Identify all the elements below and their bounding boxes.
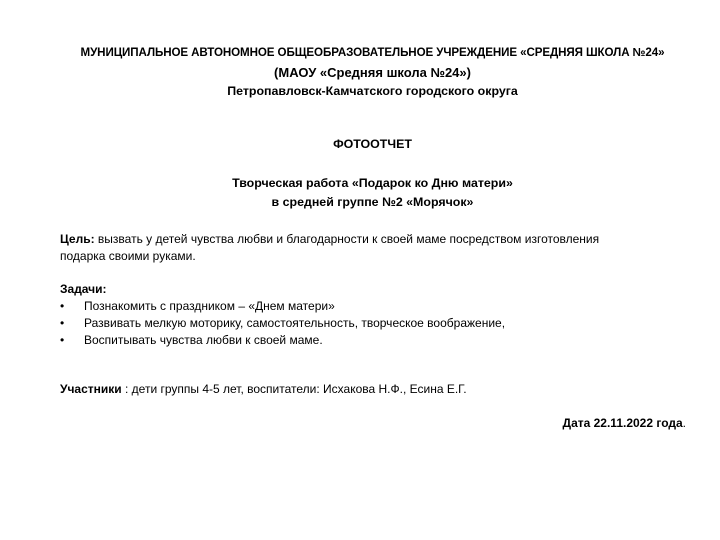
bullet-icon: • — [60, 333, 65, 347]
report-title: ФОТООТЧЕТ — [333, 137, 412, 151]
goal-text: вызвать у детей чувства любви и благодарности к своей маме посредством изготовления — [94, 232, 600, 246]
report-date — [563, 416, 686, 430]
participants-paragraph — [60, 381, 467, 398]
tasks-list — [60, 298, 505, 349]
work-title-line2: в средней группе №2 «Морячок» — [271, 195, 474, 209]
task-text: Воспитывать чувства любви к своей маме. — [84, 333, 323, 347]
participants-label: Участники — [60, 382, 122, 396]
tasks-label: Задачи: — [60, 282, 107, 296]
task-item — [60, 332, 505, 349]
institution-abbreviation: (МАОУ «Средняя школа №24») — [274, 65, 471, 80]
task-text: Познакомить с праздником – «Днем матери» — [84, 299, 335, 313]
date-period: . — [682, 416, 686, 430]
institution-name: МУНИЦИПАЛЬНОЕ АВТОНОМНОЕ ОБЩЕОБРАЗОВАТЕЛЬНОЕ УЧРЕЖДЕНИЕ «СРЕДНЯЯ ШКОЛА №24» — [80, 46, 665, 59]
task-text: Развивать мелкую моторику, самостоятельность, творческое воображение, — [84, 316, 506, 330]
bullet-icon: • — [60, 299, 65, 313]
date-text: Дата 22.11.2022 года — [562, 416, 683, 430]
goal-label: Цель: — [60, 232, 95, 246]
work-title-line1: Творческая работа «Подарок ко Дню матери» — [232, 176, 513, 190]
bullet-icon: • — [60, 316, 65, 330]
task-item — [60, 298, 505, 315]
goal-paragraph — [60, 231, 599, 265]
district-name: Петропавловск-Камчатского городского округа — [227, 84, 518, 98]
participants-text: : дети группы 4-5 лет, воспитатели: Исхакова Н.Ф., Есина Е.Г. — [121, 382, 467, 396]
task-item — [60, 315, 505, 332]
goal-text-continued: подарка своими руками. — [60, 249, 196, 263]
